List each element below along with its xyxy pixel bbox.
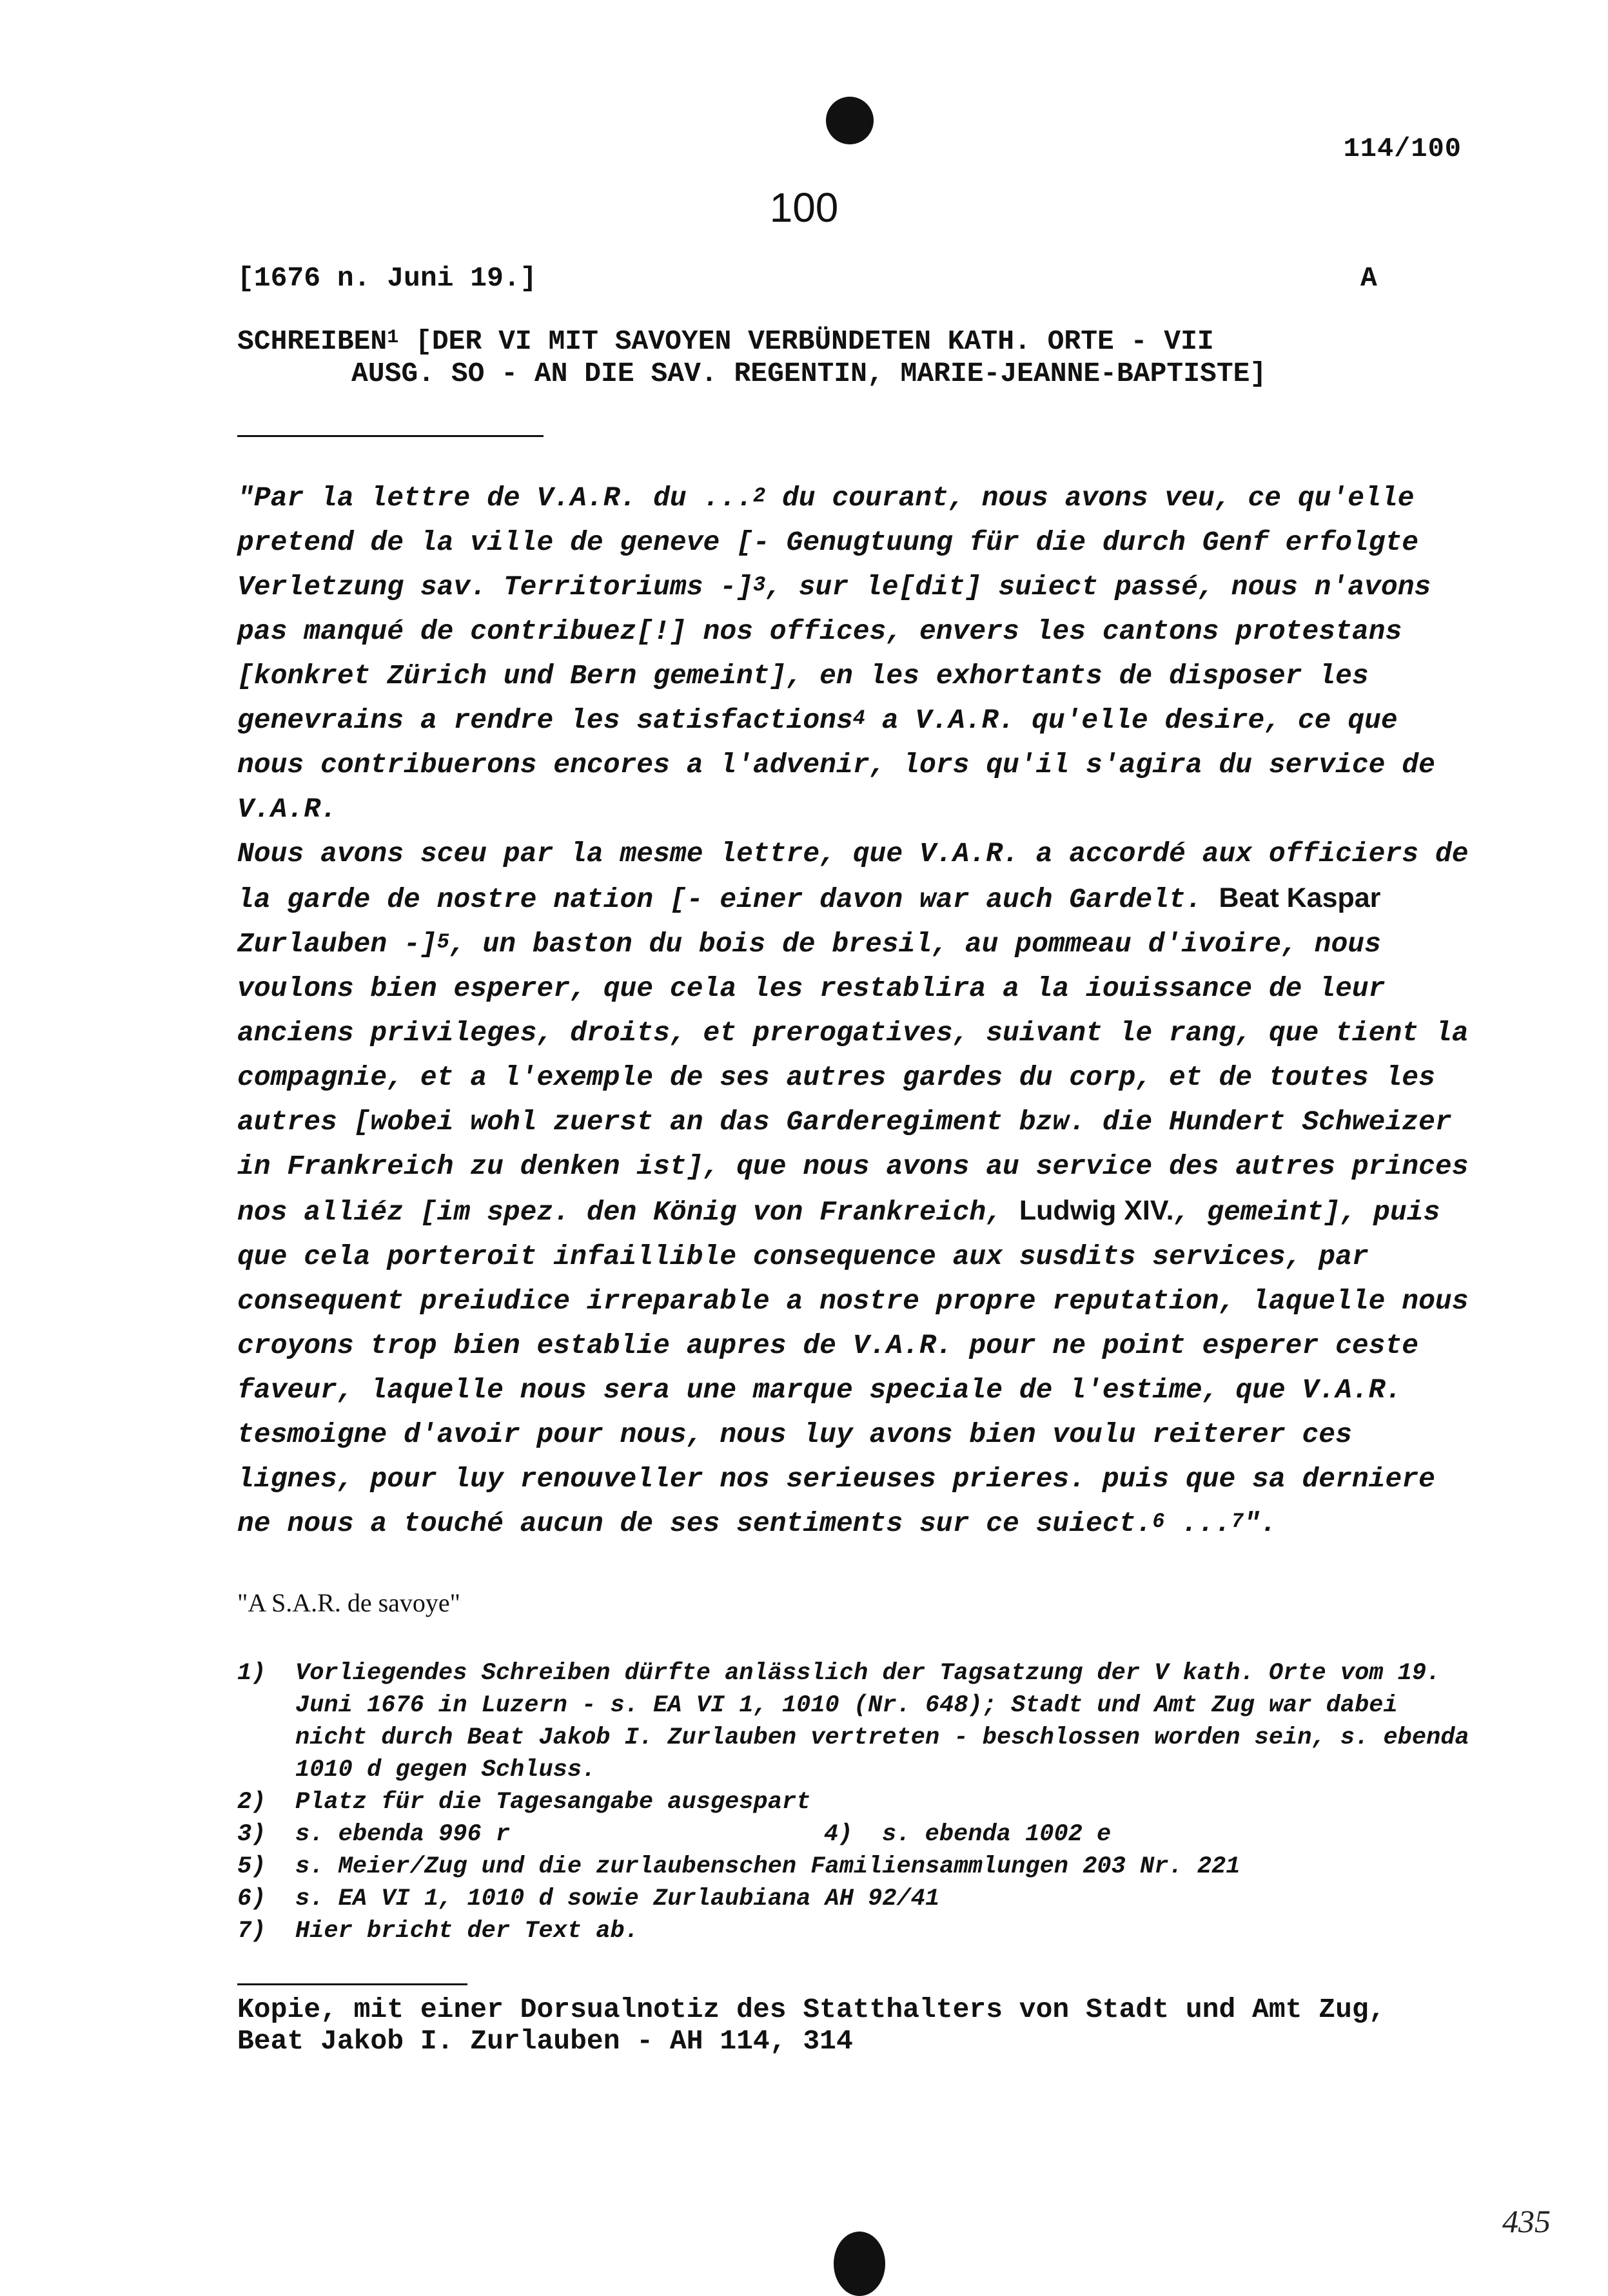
- footnote-ref: 3: [752, 573, 766, 597]
- footnote: 2) Platz für die Tagesangabe ausgespart: [237, 1789, 811, 1816]
- footnote: 5) s. Meier/Zug und die zurlaubenschen Familiensammlungen 203 Nr. 221: [237, 1853, 1240, 1880]
- footnote-ref: 6: [1152, 1510, 1165, 1533]
- person-name: Ludwig XIV.: [1019, 1195, 1174, 1226]
- footnote: 1) Vorliegendes Schreiben dürfte anlässlich der Tagsatzung der V kath. Orte vom 19. Juni 1676 in Luzern - s. EA VI 1, 1010 (Nr. 648); Stadt und Amt Zug war dabei nicht durch Beat Jakob I. Zurlauben vertreten - beschlossen worden sein, s. ebenda 1010 d gegen Schluss.: [237, 1660, 1469, 1784]
- footnote-ref: 2: [752, 484, 766, 508]
- paragraph-1: "Par la lettre de V.A.R. du ...$^2$ du courant, nous avons veu, ce qu'elle pretend de la ville de geneve [- Genugtuung für die durch Genf erfolgte Verletzung sav. Territoriums -]$^3$, sur le[dit] suiect passé, nous n'avons pas manqué de contribuez[!] nos offices, envers les cantons protestans [konkret Zürich und Bern gemeint], en les exhortants de disposer les genevrains a rendre les satisfactions$^4$ a V.A.R. qu'elle desire, ce que nous contribuerons encores a l'advenir, lors qu'il s'agira du service de V.A.R.: [237, 482, 1435, 825]
- punch-hole-top: [826, 97, 874, 144]
- heading-divider: [237, 435, 544, 437]
- heading-line1-rest: [DER VI MIT SAVOYEN VERBÜNDETEN KATH. ORTE - VII: [398, 326, 1214, 357]
- punch-hole-bottom: [834, 2232, 885, 2296]
- handwritten-archive-number: 435: [1502, 2203, 1551, 2239]
- reference-number: 114/100: [1343, 133, 1462, 164]
- letter-mark: A: [1360, 262, 1377, 294]
- page-number: 100: [769, 184, 839, 231]
- letter-body: [237, 476, 1475, 1546]
- heading-line2: AUSG. SO - AN DIE SAV. REGENTIN, MARIE-JEANNE-BAPTISTE]: [351, 358, 1267, 389]
- footnote: 7) Hier bricht der Text ab.: [237, 1918, 639, 1945]
- footnote: 3) s. ebenda 996 r 4) s. ebenda 1002 e: [237, 1821, 1112, 1848]
- footnote-ref: 5: [436, 930, 449, 954]
- source-divider: [237, 1983, 467, 1985]
- source-note: Kopie, mit einer Dorsualnotiz des Statthalters von Stadt und Amt Zug, Beat Jakob I. Zurlauben - AH 114, 314: [237, 1994, 1386, 2057]
- heading-word: SCHREIBEN: [237, 326, 387, 357]
- document-date: [1676 n. Juni 19.]: [237, 262, 537, 294]
- paragraph-2: Nous avons sceu par la mesme lettre, que V.A.R. a accordé aux officiers de la garde de nostre nation [- einer davon war auch Gardelt. Beat Kaspar Zurlauben -]$^5$, un baston du bois de bresil, au pommeau d'ivoire, nous voulons bien esperer, que cela les restablira a la iouissance de leur anciens privileges, droits, et prerogatives, suivant le rang, que tient la compagnie, et a l'exemple de ses autres gardes du corp, et de toutes les autres [wobei wohl zuerst an das Garderegiment bzw. die Hundert Schweizer in Frankreich zu denken ist], que nous avons au service des autres princes nos alliéz [im spez. den König von Frankreich, Ludwig XIV., gemeint], puis que cela porteroit infaillible consequence aux susdits services, par consequent preiudice irreparable a nostre propre reputation, laquelle nous croyons trop bien establie aupres de V.A.R. pour ne point esperer ceste faveur, laquelle nous sera une marque speciale de l'estime, que V.A.R. tesmoigne d'avoir pour nous, nous luy avons bien voulu reiterer ces lignes, pour luy renouveller nos serieuses prieres. puis que sa derniere ne nous a touché aucun de ses sentiments sur ce suiect.$^6$ ...$^7$".: [237, 838, 1469, 1539]
- letter-address: "A S.A.R. de savoye": [237, 1588, 460, 1617]
- footnotes: [237, 1657, 1475, 1947]
- footnote-ref: 7: [1231, 1510, 1244, 1533]
- footnote-ref: 4: [852, 706, 865, 730]
- document-heading: [237, 326, 1475, 390]
- person-name: Beat Kaspar: [1219, 882, 1381, 913]
- heading-footnote-mark: 1: [387, 327, 399, 349]
- footnote: 6) s. EA VI 1, 1010 d sowie Zurlaubiana AH 92/41: [237, 1885, 940, 1912]
